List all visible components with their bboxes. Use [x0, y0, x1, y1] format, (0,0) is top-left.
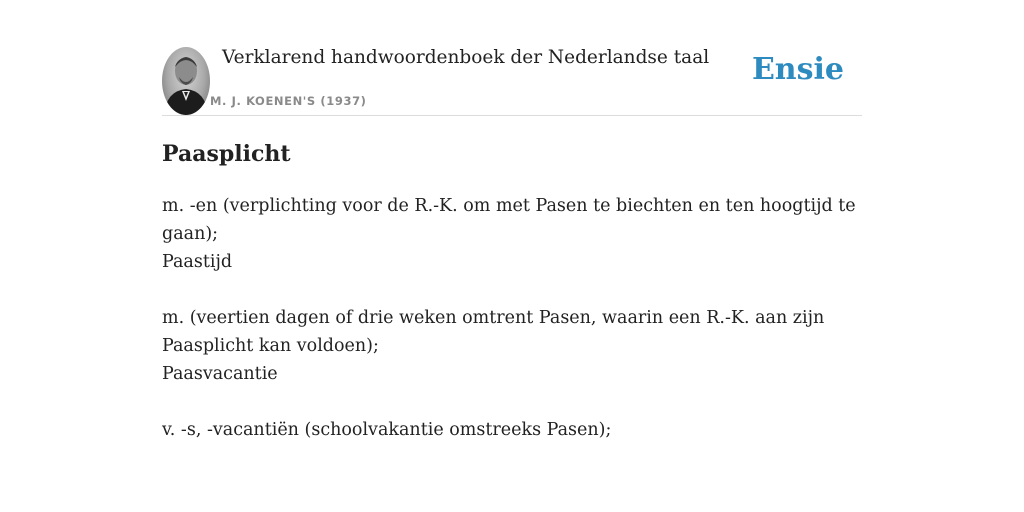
- dictionary-author: M. J. KOENEN'S (1937): [210, 94, 367, 108]
- page: [162, 0, 862, 512]
- related-definition: v. -s, -vacantiën (schoolvakantie omstreeks Pasen);: [162, 420, 612, 440]
- ensie-logo[interactable]: Ensie: [751, 52, 844, 87]
- related-definition: m. (veertien dagen of drie weken omtrent Pasen, waarin een R.-K. aan zijn Paasplicht kan voldoen);: [162, 308, 825, 356]
- related-word: Paasvacantie: [162, 364, 278, 384]
- entry-content: [162, 136, 862, 444]
- dictionary-title[interactable]: Verklarend handwoordenboek der Nederlandse taal: [222, 47, 710, 68]
- site-header: [162, 0, 862, 116]
- entry-headword: Paasplicht: [162, 141, 291, 167]
- entry-definition: m. -en (verplichting voor de R.-K. om met Pasen te biechten en ten hoogtijd te gaan);: [162, 196, 856, 244]
- author-portrait-icon: [162, 47, 210, 115]
- related-word: Paastijd: [162, 252, 233, 272]
